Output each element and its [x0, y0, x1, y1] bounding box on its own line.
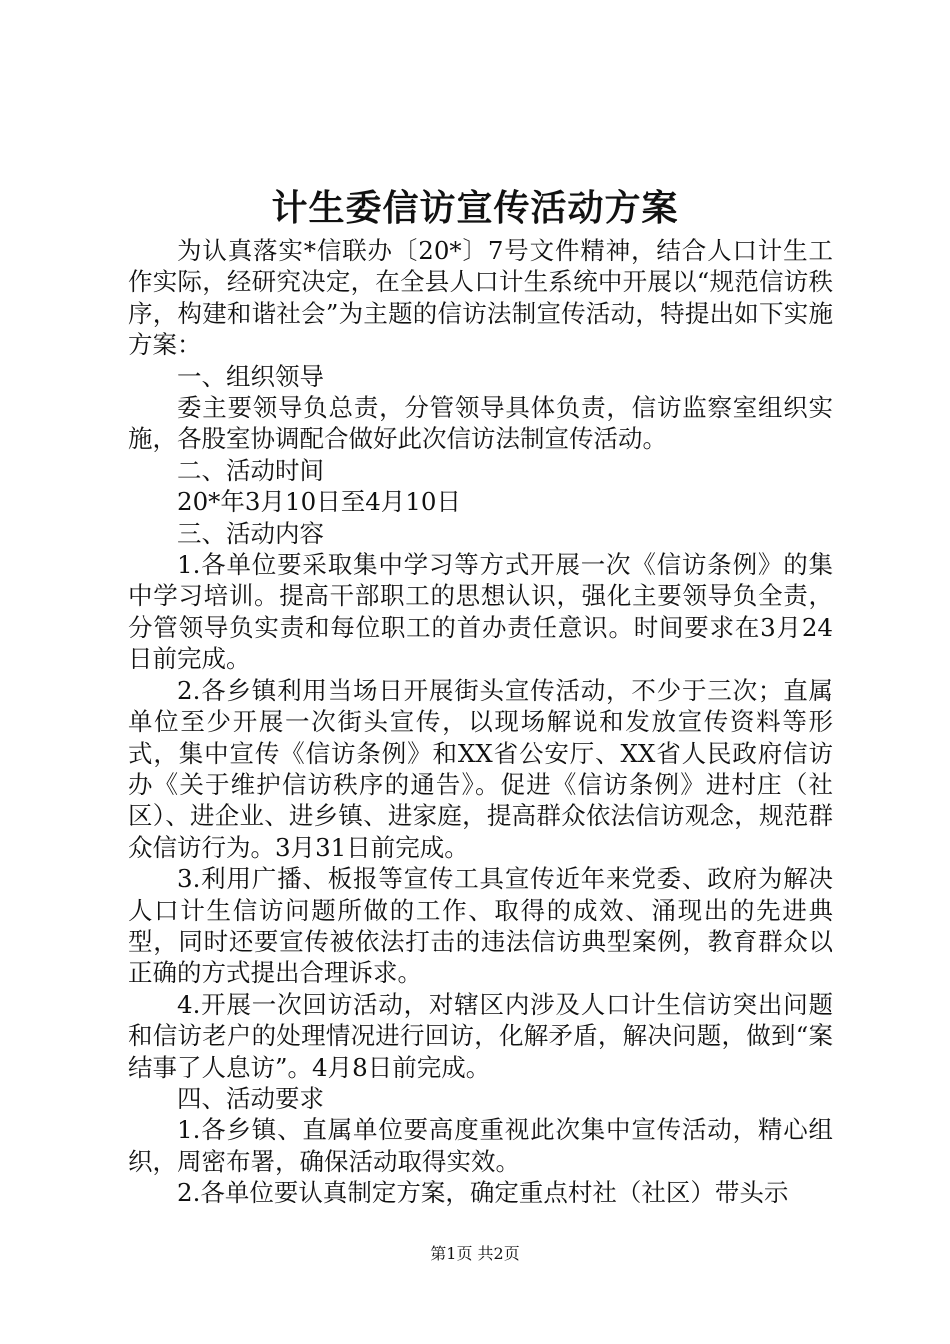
- paragraph-intro: 为认真落实*信联办〔20*〕7号文件精神，结合人口计生工作实际，经研究决定，在全县人口计生系统中开展以“规范信访秩序，构建和谐社会”为主题的信访法制宣传活动，特提出如下实施方案：: [128, 236, 833, 360]
- heading-content: 三、活动内容: [177, 518, 324, 548]
- paragraph-requirement-1: 1.各乡镇、直属单位要高度重视此次集中宣传活动，精心组织，周密布署，确保活动取得实效。: [128, 1115, 833, 1176]
- heading-time: 二、活动时间: [177, 455, 324, 485]
- paragraph-content-3: 3.利用广播、板报等宣传工具宣传近年来党委、政府为解决人口计生信访问题所做的工作、取得的成效、涌现出的先进典型，同时还要宣传被依法打击的违法信访典型案例，教育群众以正确的方式提出合理诉求。: [128, 864, 833, 988]
- paragraph-time: 20*年3月10日至4月10日: [177, 487, 461, 517]
- document-title: 计生委信访宣传活动方案: [271, 187, 679, 229]
- paragraph-requirement-2: 2.各单位要认真制定方案，确定重点村社（社区）带头示: [177, 1178, 789, 1208]
- paragraph-content-4: 4.开展一次回访活动，对辖区内涉及人口计生信访突出问题和信访老户的处理情况进行回访，化解矛盾，解决问题，做到“案结事了人息访”。4月8日前完成。: [128, 989, 833, 1082]
- heading-organization: 一、组织领导: [177, 361, 324, 391]
- paragraph-content-2: 2.各乡镇利用当场日开展街头宣传活动，不少于三次；直属单位至少开展一次街头宣传，以现场解说和发放宣传资料等形式，集中宣传《信访条例》和XX省公安厅、XX省人民政府信访办《关于维护信访秩序的通告》。促进《信访条例》进村庄（社区）、进企业、进乡镇、进家庭，提高群众依法信访观念，规范群众信访行为。3月31日前完成。: [128, 675, 833, 862]
- paragraph-content-1: 1.各单位要采取集中学习等方式开展一次《信访条例》的集中学习培训。提高干部职工的思想认识，强化主要领导负全责，分管领导负实责和每位职工的首办责任意识。时间要求在3月24日前完成。: [128, 550, 833, 674]
- heading-requirements: 四、活动要求: [177, 1083, 324, 1113]
- document-body: [128, 235, 833, 1209]
- page-number-footer: 第1页 共2页: [430, 1244, 520, 1263]
- paragraph-organization: 委主要领导负总责，分管领导具体负责，信访监察室组织实施，各股室协调配合做好此次信访法制宣传活动。: [128, 393, 833, 454]
